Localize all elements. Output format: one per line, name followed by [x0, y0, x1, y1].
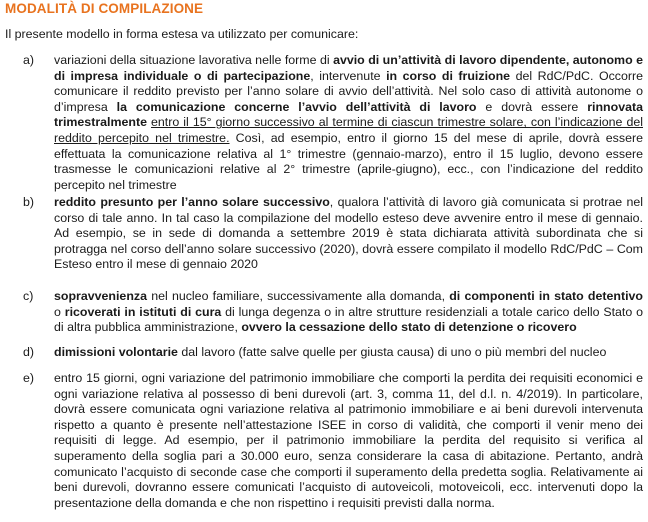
list-marker: a)	[23, 53, 35, 67]
bold-run: di componenti in stato detentivo	[449, 289, 644, 303]
list-item-text	[54, 289, 643, 336]
bold-run: in corso di fruizione	[386, 68, 511, 83]
underlined-run: entro il 15° giorno successivo al termine di ciascun trimestre solare, con l’indicazione del reddito percepito nel trimestre.	[54, 115, 643, 145]
bold-run: la comunicazione concerne l’avvio dell’attività di lavoro	[116, 99, 477, 114]
list-marker: d)	[23, 345, 35, 359]
text-run: del RdC/PdC. Occorre comunicare il reddito previsto per l’anno solare di avvio dell’attività. Nel solo caso di attività autonome o d’impresa	[54, 68, 644, 114]
list-item-text	[54, 345, 643, 361]
text-run: Così, ad esempio, entro il giorno 15 del mese di aprile, dovrà essere effettuata la comunicazione relativa al 1° trimestre (gennaio-marzo), entro il 15 luglio, devono essere trasmesse le comunicazioni relative al 2° trimestre (aprile-giugno), ecc., con l’indicazione del reddito percepito nel trimestre	[54, 130, 643, 192]
bold-run: dimissioni volontarie	[54, 345, 178, 359]
text-run: , qualora l’attività di lavoro già comunicata si protrae nel corso di tale anno. In tal caso la compilazione del modello esteso deve avvenire entro il mese di gennaio. Ad esempio, se in sede di domanda a settembre 2019 è stata dichiarata attività subordinata che si protragga nel corso dell’anno solare successivo (2020), dovrà essere compilato il modello RdC/PdC – Com Esteso entro il mese di gennaio 2020	[54, 195, 644, 272]
text-run: e dovrà essere	[476, 99, 588, 114]
list-item-text	[54, 53, 643, 193]
section-heading: MODALITÀ DI COMPILAZIONE	[5, 1, 204, 16]
text-run: dal lavoro (fatte salve quelle per giusta causa) di uno o più membri del nucleo	[177, 345, 607, 359]
text-run: , intervenute	[310, 68, 387, 83]
bold-run: rinnovata trimestralmente	[54, 99, 643, 130]
text-run: o	[54, 304, 65, 319]
list-item-text	[54, 371, 643, 511]
bold-run: avvio di un’attività di lavoro dipendente, autonomo e di impresa individuale o di partecipazione	[54, 53, 643, 83]
list-marker: b)	[23, 195, 35, 209]
text-run: di lunga degenza o in altre strutture residenziali a totale carico dello Stato o di altra pubblica amministrazione,	[54, 304, 643, 335]
text-run: variazioni della situazione lavorativa nelle forme di	[54, 53, 334, 67]
bold-run: reddito presunto per l’anno solare successivo	[54, 195, 330, 209]
bold-run: sopravvenienza	[54, 289, 147, 303]
list-item-text	[54, 195, 643, 273]
text-run: entro 15 giorni, ogni variazione del patrimonio immobiliare che comporti la perdita dei requisiti economici e ogni variazione relativa al possesso di beni durevoli (art. 3, comma 11, del d.l. n. 4/2019). In particolare, dovrà essere comunicata ogni variazione relativa al patrimonio immobiliare e ai beni durevoli intervenuta rispetto a quanto è presente nell’attestazione ISEE in corso di validità, che comporti il venir meno dei requisiti di legge. Ad esempio, per il patrimonio immobiliare la perdita del requisito si verifica al superamento della soglia pari a 30.000 euro, senza considerare la casa di abitazione. Pertanto, andrà comunicato l’acquisto di seconde case che comporti il superamento della predetta soglia. Relativamente ai beni durevoli, dovranno essere comunicati l’acquisto di autoveicoli, motoveicoli, ecc. intervenuti dopo la presentazione della domanda e che non rispettino i requisiti previsti dalla norma.	[54, 371, 643, 510]
intro-text: Il presente modello in forma estesa va utilizzato per comunicare:	[5, 27, 359, 41]
list-marker: c)	[23, 289, 34, 303]
bold-run: ricoverati in istituti di cura	[64, 304, 222, 319]
text-run: nel nucleo familiare, successivamente alla domanda,	[146, 289, 450, 303]
list-marker: e)	[23, 371, 35, 385]
bold-run: ovvero la cessazione dello stato di detenzione o ricovero	[241, 320, 577, 335]
